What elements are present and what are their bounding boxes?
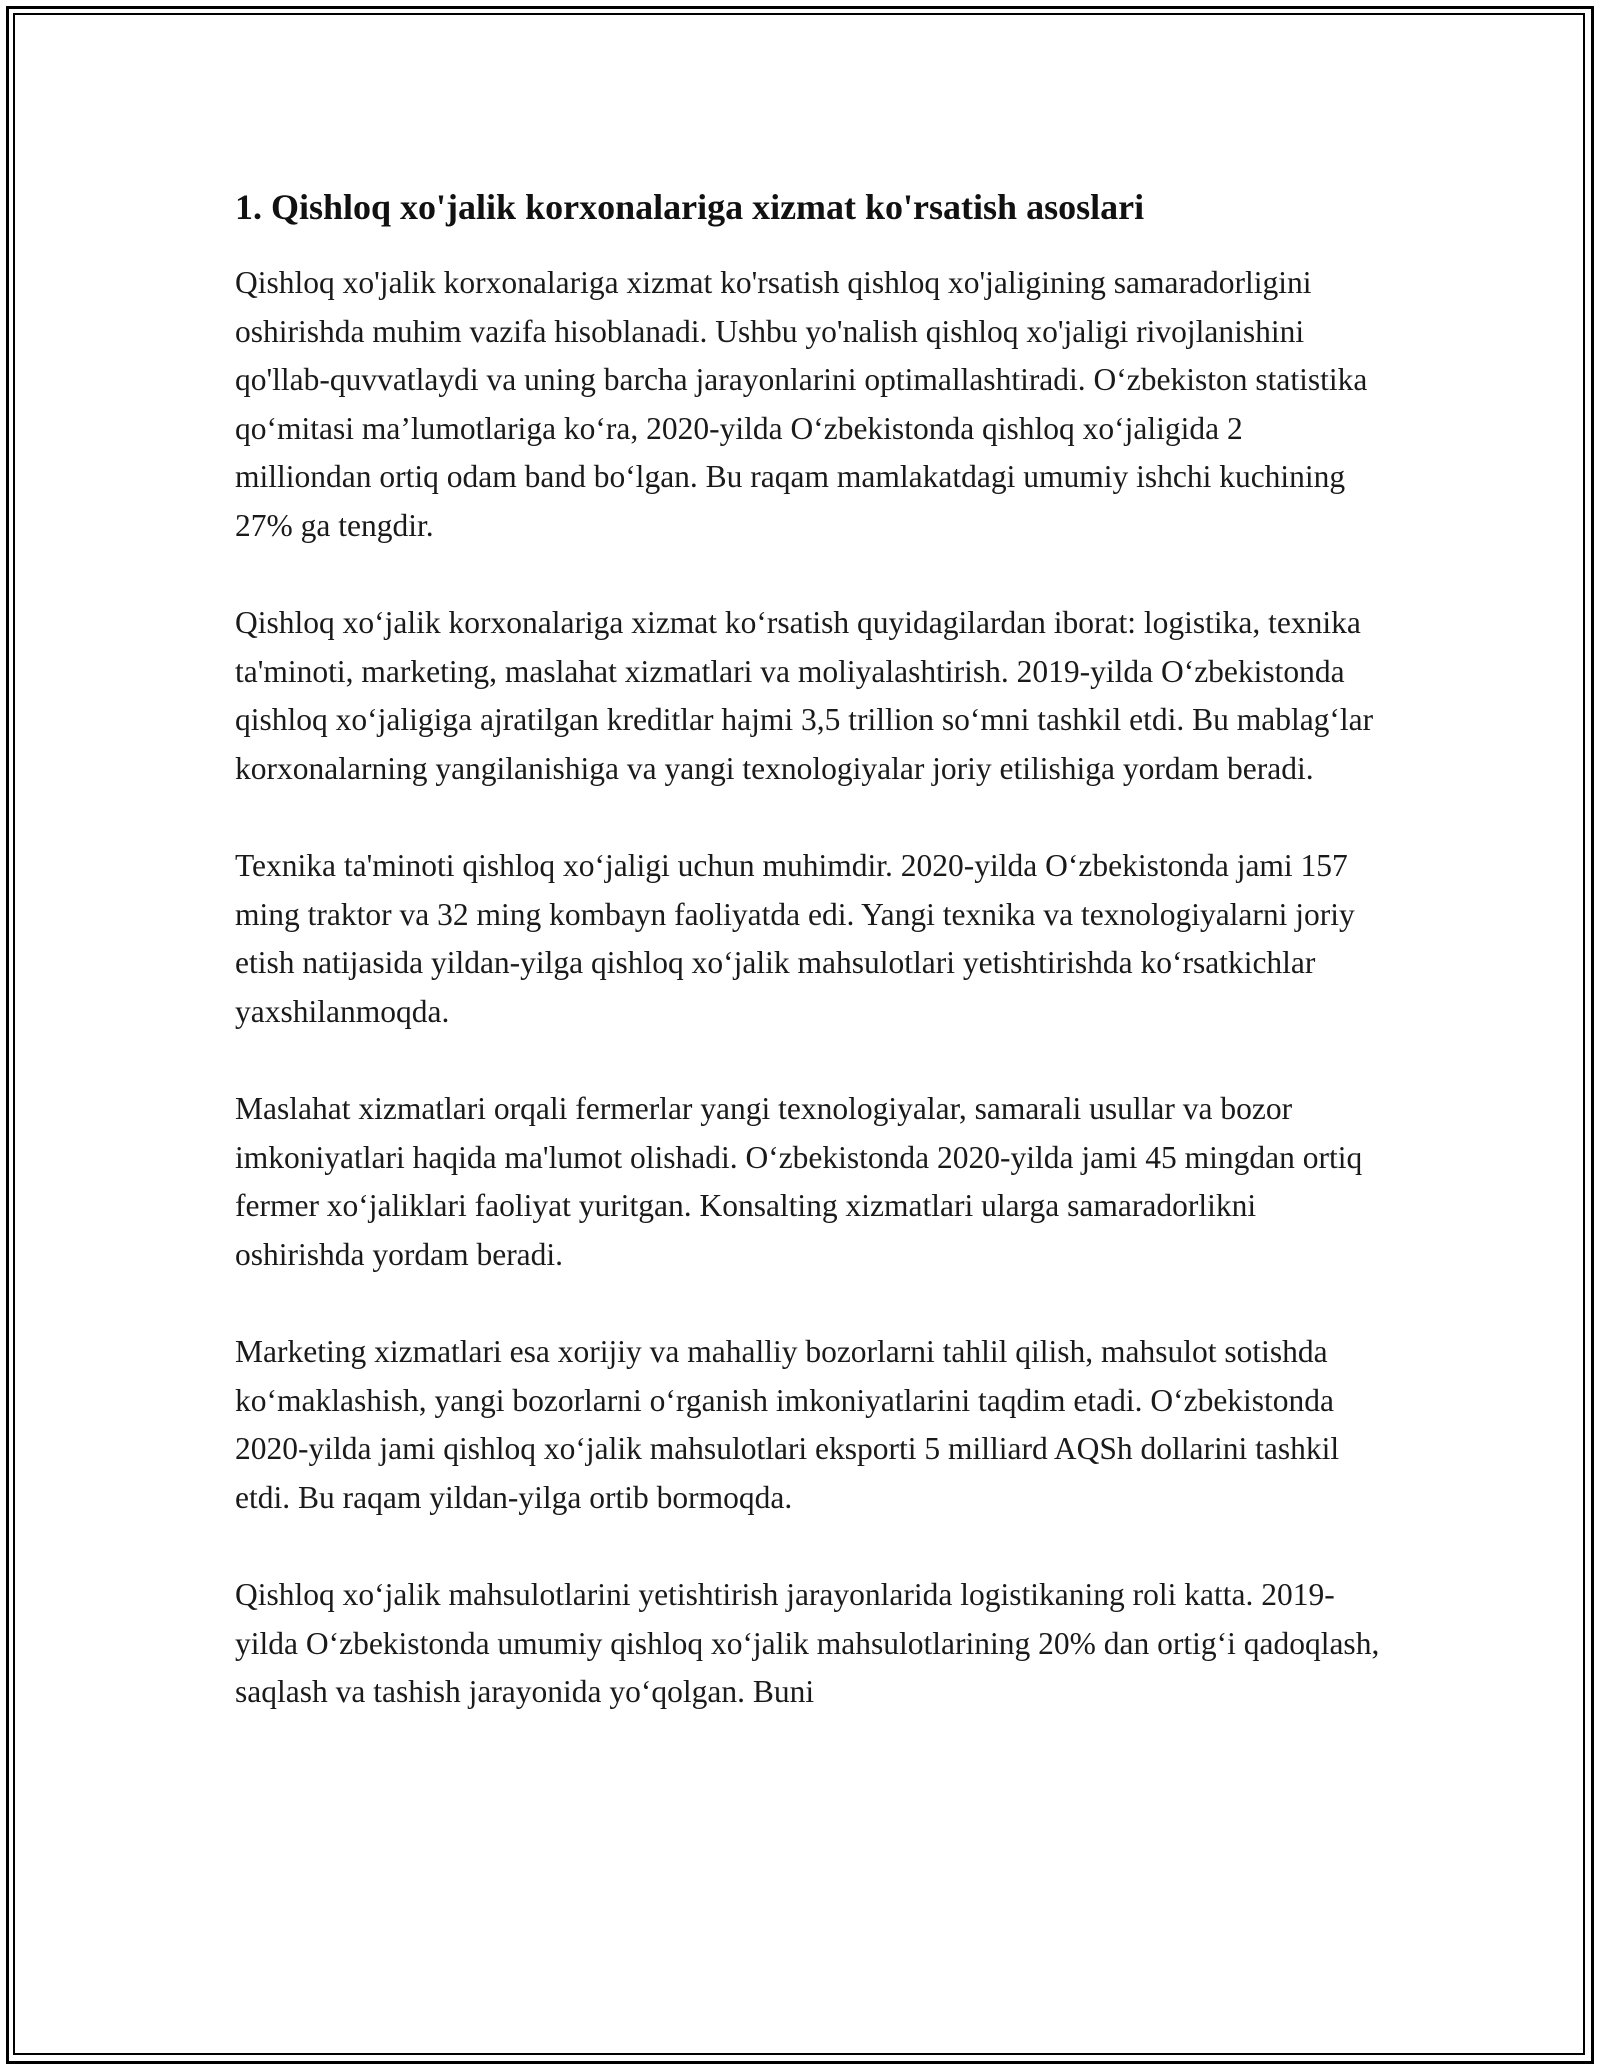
paragraph-services: Qishloq xo‘jalik korxonalariga xizmat ko‘rsatish quyidagilardan iborat: logistika, texnika ta'minoti, marketing, maslahat xizmatlari va moliyalashtirish. 2019-yilda O‘zbekistonda qishloq xo‘jaligiga ajratilgan kreditlar hajmi 3,5 trillion so‘mni tashkil etdi. Bu mablag‘lar korxonalarning yangilanishiga va yangi texnologiyalar joriy etilishiga yordam beradi. — [235, 605, 1374, 786]
paragraph-intro: Qishloq xo'jalik korxonalariga xizmat ko'rsatish qishloq xo'jaligining samaradorligini oshirishda muhim vazifa hisoblanadi. Ushbu yo'nalish qishloq xo'jaligi rivojlanishini qo'llab-quvvatlaydi va uning barcha jarayonlarini optimallashtiradi. O‘zbekiston statistika qo‘mitasi ma’lumotlariga ko‘ra, 2020-yilda O‘zbekistonda qishloq xo‘jaligida 2 milliondan ortiq odam band bo‘lgan. Bu raqam mamlakatdagi umumiy ishchi kuchining 27% ga tengdir. — [235, 265, 1368, 543]
paragraph-logistics: Qishloq xo‘jalik mahsulotlarini yetishtirish jarayonlarida logistikaning roli katta. 2019-yilda O‘zbekistonda umumiy qishloq xo‘jalik mahsulotlarining 20% dan ortig‘i qadoqlash, saqlash va tashish jarayonida yo‘qolgan. Buni — [235, 1577, 1380, 1710]
section-heading: 1. Qishloq xo'jalik korxonalariga xizmat ko'rsatish asoslari — [235, 187, 1145, 227]
paragraph-machinery: Texnika ta'minoti qishloq xo‘jaligi uchun muhimdir. 2020-yilda O‘zbekistonda jami 157 ming traktor va 32 ming kombayn faoliyatda edi. Yangi texnika va texnologiyalarni joriy etish natijasida yildan-yilga qishloq xo‘jalik mahsulotlari yetishtirishda ko‘rsatkichlar yaxshilanmoqda. — [235, 848, 1355, 1029]
document-body — [235, 186, 1385, 1766]
paragraph-consulting: Maslahat xizmatlari orqali fermerlar yangi texnologiyalar, samarali usullar va bozor imkoniyatlari haqida ma'lumot olishadi. O‘zbekistonda 2020-yilda jami 45 mingdan ortiq fermer xo‘jaliklari faoliyat yuritgan. Konsalting xizmatlari ularga samaradorlikni oshirishda yordam beradi. — [235, 1091, 1363, 1272]
paragraph-marketing: Marketing xizmatlari esa xorijiy va mahalliy bozorlarni tahlil qilish, mahsulot sotishda ko‘maklashish, yangi bozorlarni o‘rganish imkoniyatlarini taqdim etadi. O‘zbekistonda 2020-yilda jami qishloq xo‘jalik mahsulotlari eksporti 5 milliard AQSh dollarini tashkil etdi. Bu raqam yildan-yilga ortib bormoqda. — [235, 1334, 1340, 1515]
